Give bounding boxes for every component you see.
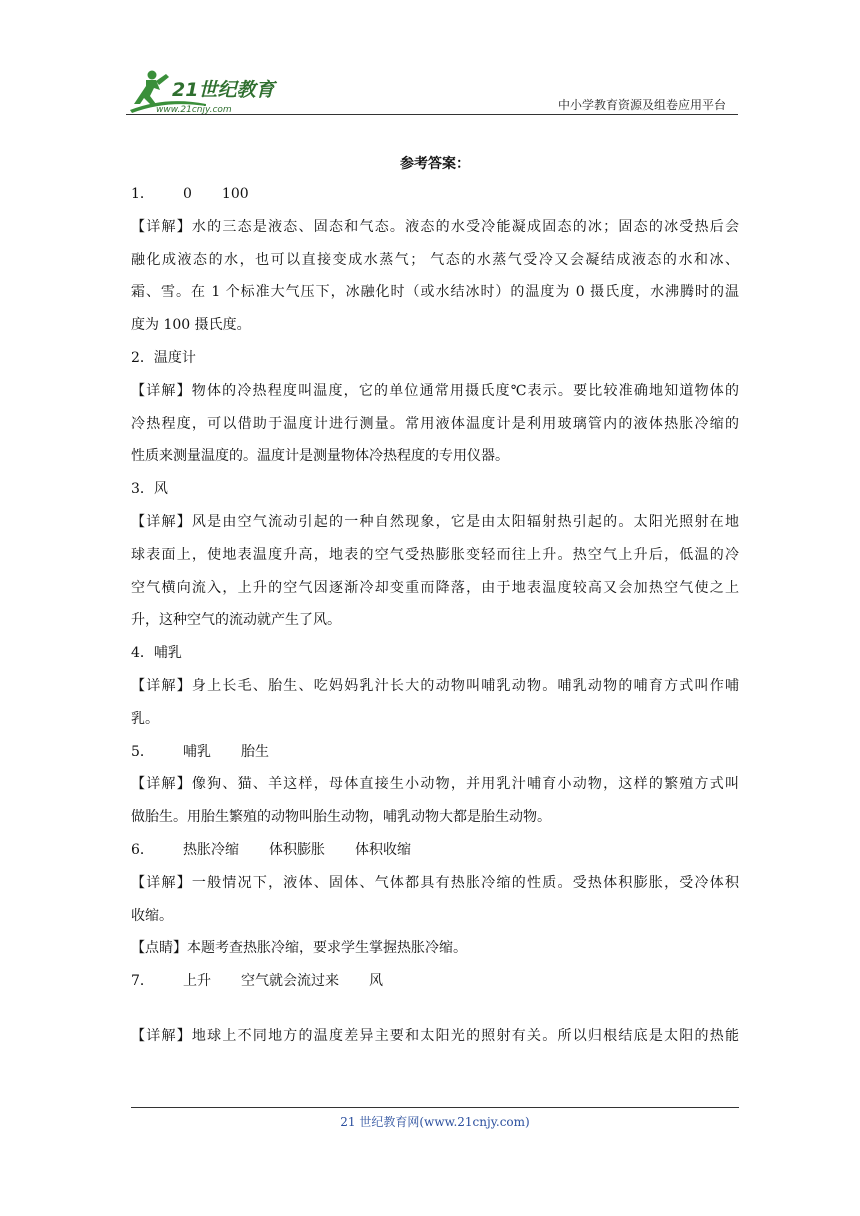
- question-3-answer: 3．风: [131, 481, 168, 498]
- question-6-answer: [131, 834, 739, 867]
- explanation-line: 空气横向流入，上升的空气因逐渐冷却变重而降落，由于地表温度较高又会加热空气使之上: [131, 579, 739, 596]
- page-header: [126, 66, 738, 116]
- explanation-line: 收缩。: [131, 907, 173, 924]
- answer-content: [131, 150, 739, 1053]
- answer-blank-1: 0: [183, 186, 192, 202]
- explanation-line: 球表面上，使地表温度升高，地表的空气受热膨胀变轻而往上升。热空气上升后，低温的冷: [131, 546, 739, 563]
- platform-name: 中小学教育资源及组卷应用平台: [557, 98, 726, 112]
- explanation-line: 度为 100 摄氏度。: [131, 317, 251, 334]
- explanation-line: 融化成液态的水，也可以直接变成水蒸气； 气态的水蒸气受冷又会凝结成液态的水和冰、: [131, 251, 739, 268]
- question-4-answer: 4．哺乳: [131, 645, 182, 662]
- explanation-line: 做胎生。用胎生繁殖的动物叫胎生动物，哺乳动物大都是胎生动物。: [131, 809, 551, 826]
- question-number: 1．: [131, 186, 154, 202]
- header-divider: [126, 114, 738, 115]
- logo-main-text: 21世纪教育: [172, 79, 275, 101]
- explanation-line: 【详解】身上长毛、胎生、吃妈妈乳汁长大的动物叫哺乳动物。哺乳动物的哺育方式叫作哺: [131, 677, 739, 694]
- explanation-line: 【详解】水的三态是液态、固态和气态。液态的水受冷能凝成固态的冰；固态的冰受热后会: [131, 218, 739, 235]
- question-5-answer: [131, 736, 739, 769]
- answer-blank-1: 热胀冷缩: [183, 841, 239, 858]
- logo-21cnjy: [126, 66, 296, 116]
- explanation-line: 【详解】物体的冷热程度叫温度，它的单位通常用摄氏度℃表示。要比较准确地知道物体的: [131, 382, 739, 399]
- answer-blank-2: 胎生: [241, 743, 269, 760]
- explanation-line: 【详解】地球上不同地方的温度差异主要和太阳光的照射有关。所以归根结底是太阳的热能: [131, 1027, 739, 1044]
- key-point-line: 【点睛】本题考查热胀冷缩，要求学生掌握热胀冷缩。: [131, 940, 467, 957]
- answer-blank-3: 风: [369, 973, 383, 990]
- question-2-answer: 2．温度计: [131, 349, 196, 366]
- answer-blank-2: 空气就会流过来: [241, 973, 339, 990]
- explanation-line: 霜、雪。在 1 个标准大气压下，冰融化时（或水结冰时）的温度为 0 摄氏度，水沸腾时的温: [131, 284, 739, 301]
- logo-url-text: www.21cnjy.com: [156, 105, 232, 115]
- question-7-answer: [131, 965, 739, 998]
- answer-blank-3: 体积收缩: [355, 841, 411, 858]
- question-number: 6．: [131, 841, 154, 858]
- question-1-answer: [131, 178, 739, 211]
- explanation-line: 【详解】风是由空气流动引起的一种自然现象，它是由太阳辐射热引起的。太阳光照射在地: [131, 513, 739, 530]
- footer-site: 21 世纪教育网(www.21cnjy.com): [340, 1115, 530, 1129]
- answer-blank-1: 哺乳: [183, 743, 211, 760]
- answer-blank-2: 100: [221, 186, 249, 202]
- explanation-line: 冷热程度，可以借助于温度计进行测量。常用液体温度计是利用玻璃管内的液体热胀冷缩的: [131, 415, 739, 432]
- explanation-line: 【详解】像狗、猫、羊这样，母体直接生小动物，并用乳汁哺育小动物，这样的繁殖方式叫: [131, 776, 739, 793]
- footer-divider: [131, 1107, 739, 1108]
- explanation-line: 【详解】一般情况下，液体、固体、气体都具有热胀冷缩的性质。受热体积膨胀，受冷体积: [131, 874, 739, 891]
- explanation-line: 性质来测量温度的。温度计是测量物体冷热程度的专用仪器。: [131, 448, 509, 465]
- page-title: 参考答案：: [400, 156, 470, 172]
- answer-blank-1: 上升: [183, 973, 211, 990]
- answer-blank-2: 体积膨胀: [269, 841, 325, 858]
- explanation-line: 升，这种空气的流动就产生了风。: [131, 612, 341, 629]
- explanation-line: 乳。: [131, 710, 159, 727]
- question-number: 5．: [131, 743, 154, 760]
- question-number: 7．: [131, 973, 154, 990]
